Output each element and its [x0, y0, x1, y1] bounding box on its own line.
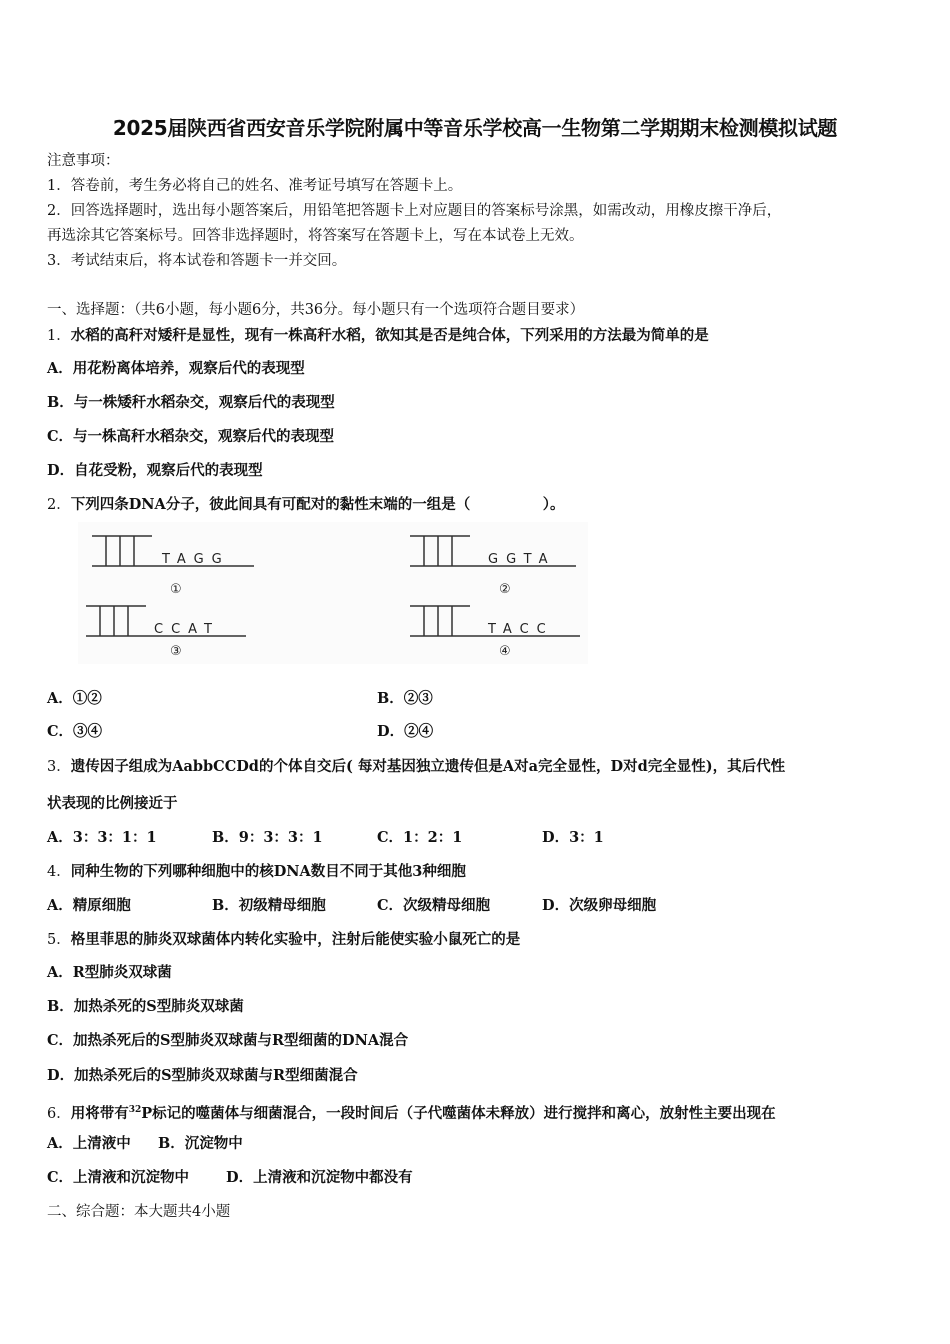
question-6-option-a: A．上清液中	[47, 1135, 131, 1152]
question-5-option-d: D．加热杀死后的S型肺炎双球菌与R型细菌混合	[47, 1067, 358, 1084]
question-text: 同种生物的下列哪种细胞中的核DNA数目不同于其他3种细胞	[70, 863, 466, 880]
notice-item: 再选涂其它答案标号。回答非选择题时，将答案写在答题卡上，写在本试卷上无效。	[47, 228, 584, 244]
question-number: 5．	[47, 932, 71, 948]
question-number: 2．	[47, 497, 71, 513]
strand-bases: GGTA	[488, 552, 556, 567]
question-4-stem	[47, 862, 466, 882]
question-3-option-c: C．1：2：1	[377, 829, 463, 846]
notice-item: 1．答卷前，考生务必将自己的姓名、准考证号填写在答题卡上。	[47, 178, 463, 194]
dna-sticky-ends-figure	[78, 522, 588, 664]
question-4-option-a: A．精原细胞	[47, 897, 131, 914]
question-1-option-c: C．与一株高秆水稻杂交，观察后代的表现型	[47, 428, 335, 445]
strand-label: ③	[170, 644, 182, 659]
question-number: 6．	[47, 1106, 71, 1122]
question-6-stem	[47, 1100, 776, 1124]
question-2-option-c: C．③④	[47, 723, 103, 740]
isotope-superscript: 32	[128, 1105, 142, 1115]
notice-item: 3．考试结束后，将本试卷和答题卡一并交回。	[47, 253, 347, 269]
notice-heading: 注意事项：	[47, 153, 120, 169]
question-3-stem	[47, 757, 785, 777]
question-1-option-a: A．用花粉离体培养，观察后代的表现型	[47, 360, 305, 377]
question-3-stem-continued: 状表现的比例接近于	[47, 795, 178, 812]
question-6-option-d: D．上清液和沉淀物中都没有	[226, 1169, 413, 1186]
question-text: 用将带有$^{32}$P标记的噬菌体与细菌混合，一段时间后（子代噬菌体未释放）进行搅拌和离心，放射性主要出现在	[70, 1105, 776, 1122]
question-3-option-b: B．9：3：3：1	[212, 829, 323, 846]
question-text: 水稻的高秆对矮秆是显性，现有一株高秆水稻，欲知其是否是纯合体，下列采用的方法最为简单的是	[70, 327, 709, 344]
strand-bases: TAGG	[162, 552, 230, 567]
question-4-option-c: C．次级精母细胞	[377, 897, 491, 914]
question-2-option-a: A．①②	[47, 690, 102, 707]
question-2-stem	[47, 495, 565, 515]
question-1-stem	[47, 326, 709, 346]
question-text: 格里菲思的肺炎双球菌体内转化实验中，注射后能使实验小鼠死亡的是	[70, 931, 521, 948]
question-5-option-b: B．加热杀死的S型肺炎双球菌	[47, 998, 244, 1015]
strand-bases: TACC	[488, 622, 554, 637]
question-4-option-b: B．初级精母细胞	[212, 897, 326, 914]
question-3-option-a: A．3：3：1：1	[47, 829, 157, 846]
question-5-stem	[47, 930, 520, 950]
section-heading-choice: 一、选择题：（共6小题，每小题6分，共36分。每小题只有一个选项符合题目要求）	[47, 302, 585, 318]
question-5-option-c: C．加热杀死后的S型肺炎双球菌与R型细菌的DNA混合	[47, 1032, 409, 1049]
question-2-option-b: B．②③	[377, 690, 433, 707]
question-6-option-c: C．上清液和沉淀物中	[47, 1169, 190, 1186]
question-number: 1．	[47, 328, 71, 344]
question-2-option-d: D．②④	[377, 723, 434, 740]
strand-label: ①	[170, 582, 182, 597]
question-text: 下列四条DNA分子，彼此间具有可配对的黏性末端的一组是（ ）。	[70, 496, 565, 513]
section-heading-comprehensive: 二、综合题：本大题共4小题	[47, 1204, 231, 1220]
question-1-option-b: B．与一株矮秆水稻杂交，观察后代的表现型	[47, 394, 335, 411]
strand-bases: CCAT	[154, 622, 220, 637]
notice-item: 2．回答选择题时，选出每小题答案后，用铅笔把答题卡上对应题目的答案标号涂黑，如需改动，用橡皮擦干净后，	[47, 203, 782, 219]
question-1-option-d: D．自花受粉，观察后代的表现型	[47, 462, 263, 479]
question-text: 遗传因子组成为AabbCCDd的个体自交后( 每对基因独立遗传但是A对a完全显性，D对d完全显性)，其后代性	[70, 758, 786, 775]
question-4-option-d: D．次级卵母细胞	[542, 897, 657, 914]
strand-label: ②	[499, 582, 511, 597]
question-number: 3．	[47, 759, 71, 775]
page-title: 2025届陕西省西安音乐学院附属中等音乐学校高一生物第二学期期末检测模拟试题	[112, 116, 838, 140]
question-5-option-a: A．R型肺炎双球菌	[47, 964, 172, 981]
question-6-option-b: B．沉淀物中	[158, 1135, 243, 1152]
dna-figure-svg	[78, 522, 588, 664]
strand-label: ④	[499, 644, 511, 659]
question-3-option-d: D．3：1	[542, 829, 604, 846]
question-number: 4．	[47, 864, 71, 880]
